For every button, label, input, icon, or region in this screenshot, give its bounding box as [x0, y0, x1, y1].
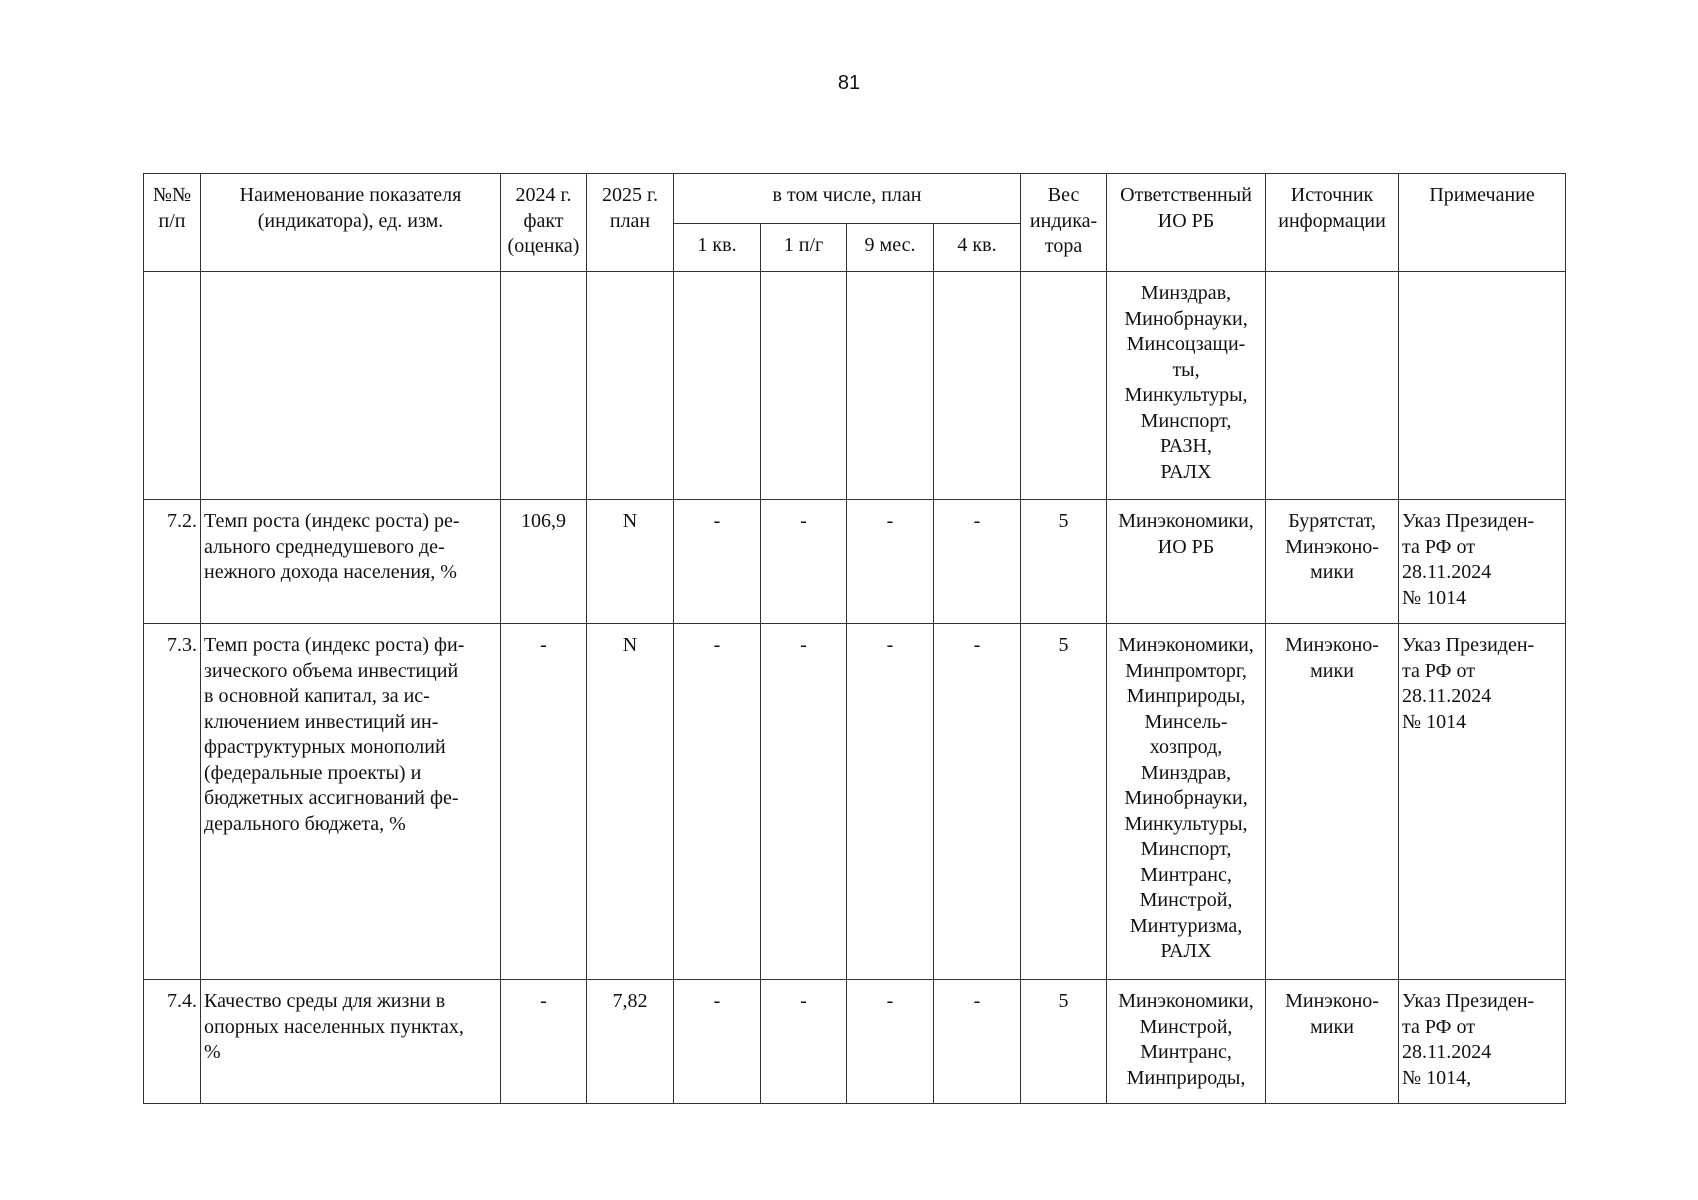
cell-note: [1399, 272, 1566, 500]
cell-2024: -: [501, 624, 587, 980]
cell-2025: N: [587, 500, 674, 624]
cell-note: Указ Президен- та РФ от 28.11.2024 № 1014: [1399, 500, 1566, 624]
cell-num: [144, 272, 201, 500]
cell-name: [201, 272, 501, 500]
cell-q1: -: [674, 624, 761, 980]
table-row: [144, 500, 1566, 624]
header-responsible: Ответственный ИО РБ: [1107, 174, 1266, 272]
cell-responsible: Минэкономики, Минстрой, Минтранс, Минприроды,: [1107, 980, 1266, 1104]
cell-q4: [934, 272, 1021, 500]
table-row: [144, 272, 1566, 500]
header-9m: 9 мес.: [847, 224, 934, 272]
cell-num: 7.3.: [144, 624, 201, 980]
header-name: Наименование показателя (индикатора), ед. изм.: [201, 174, 501, 272]
cell-weight: 5: [1021, 980, 1107, 1104]
cell-source: Бурятстат, Минэконо- мики: [1266, 500, 1399, 624]
header-2025: 2025 г. план: [587, 174, 674, 272]
cell-responsible: Минэкономики, ИО РБ: [1107, 500, 1266, 624]
header-note: Примечание: [1399, 174, 1566, 272]
header-row: [144, 174, 1566, 224]
cell-q1: -: [674, 500, 761, 624]
cell-weight: 5: [1021, 500, 1107, 624]
cell-2024: -: [501, 980, 587, 1104]
cell-2024: [501, 272, 587, 500]
cell-num: 7.2.: [144, 500, 201, 624]
cell-2025: [587, 272, 674, 500]
header-q1: 1 кв.: [674, 224, 761, 272]
cell-note: Указ Президен- та РФ от 28.11.2024 № 1014: [1399, 624, 1566, 980]
cell-h1: -: [761, 980, 847, 1104]
cell-h1: -: [761, 500, 847, 624]
cell-responsible: Минздрав, Минобрнауки, Минсоцзащи- ты, Минкультуры, Минспорт, РАЗН, РАЛХ: [1107, 272, 1266, 500]
cell-2025: N: [587, 624, 674, 980]
cell-2024: 106,9: [501, 500, 587, 624]
cell-source: Минэконо- мики: [1266, 624, 1399, 980]
page-number: 81: [837, 72, 861, 94]
cell-9m: -: [847, 980, 934, 1104]
header-q4: 4 кв.: [934, 224, 1021, 272]
cell-source: Минэконо- мики: [1266, 980, 1399, 1104]
cell-name: Темп роста (индекс роста) ре- ального среднедушевого де- нежного дохода населения, %: [201, 500, 501, 624]
cell-h1: [761, 272, 847, 500]
cell-q1: -: [674, 980, 761, 1104]
cell-9m: [847, 272, 934, 500]
header-weight: Вес индика-тора: [1021, 174, 1107, 272]
table-row: [144, 624, 1566, 980]
cell-q4: -: [934, 980, 1021, 1104]
cell-source: [1266, 272, 1399, 500]
cell-note: Указ Президен- та РФ от 28.11.2024 № 1014,: [1399, 980, 1566, 1104]
indicators-table: [143, 173, 1566, 1104]
cell-responsible: Минэкономики, Минпромторг, Минприроды, Минсель- хозпрод, Минздрав, Минобрнауки, Минкультуры, Минспорт, Минтранс, Минстрой, Минтуризма, РАЛХ: [1107, 624, 1266, 980]
cell-9m: -: [847, 500, 934, 624]
header-num: №№ п/п: [144, 174, 201, 272]
cell-h1: -: [761, 624, 847, 980]
cell-num: 7.4.: [144, 980, 201, 1104]
cell-9m: -: [847, 624, 934, 980]
cell-q1: [674, 272, 761, 500]
cell-q4: -: [934, 500, 1021, 624]
header-2024: 2024 г. факт (оценка): [501, 174, 587, 272]
table-row: [144, 980, 1566, 1104]
cell-q4: -: [934, 624, 1021, 980]
cell-2025: 7,82: [587, 980, 674, 1104]
header-h1: 1 п/г: [761, 224, 847, 272]
cell-name: Темп роста (индекс роста) фи- зического объема инвестиций в основной капитал, за ис- ключением инвестиций ин- фраструктурных монополий (федеральные проекты) и бюджетных ассигнований фе- дерального бюджета, %: [201, 624, 501, 980]
header-incl-plan: в том числе, план: [674, 174, 1021, 224]
cell-weight: [1021, 272, 1107, 500]
header-source: Источник информации: [1266, 174, 1399, 272]
cell-name: Качество среды для жизни в опорных населенных пунктах, %: [201, 980, 501, 1104]
cell-weight: 5: [1021, 624, 1107, 980]
